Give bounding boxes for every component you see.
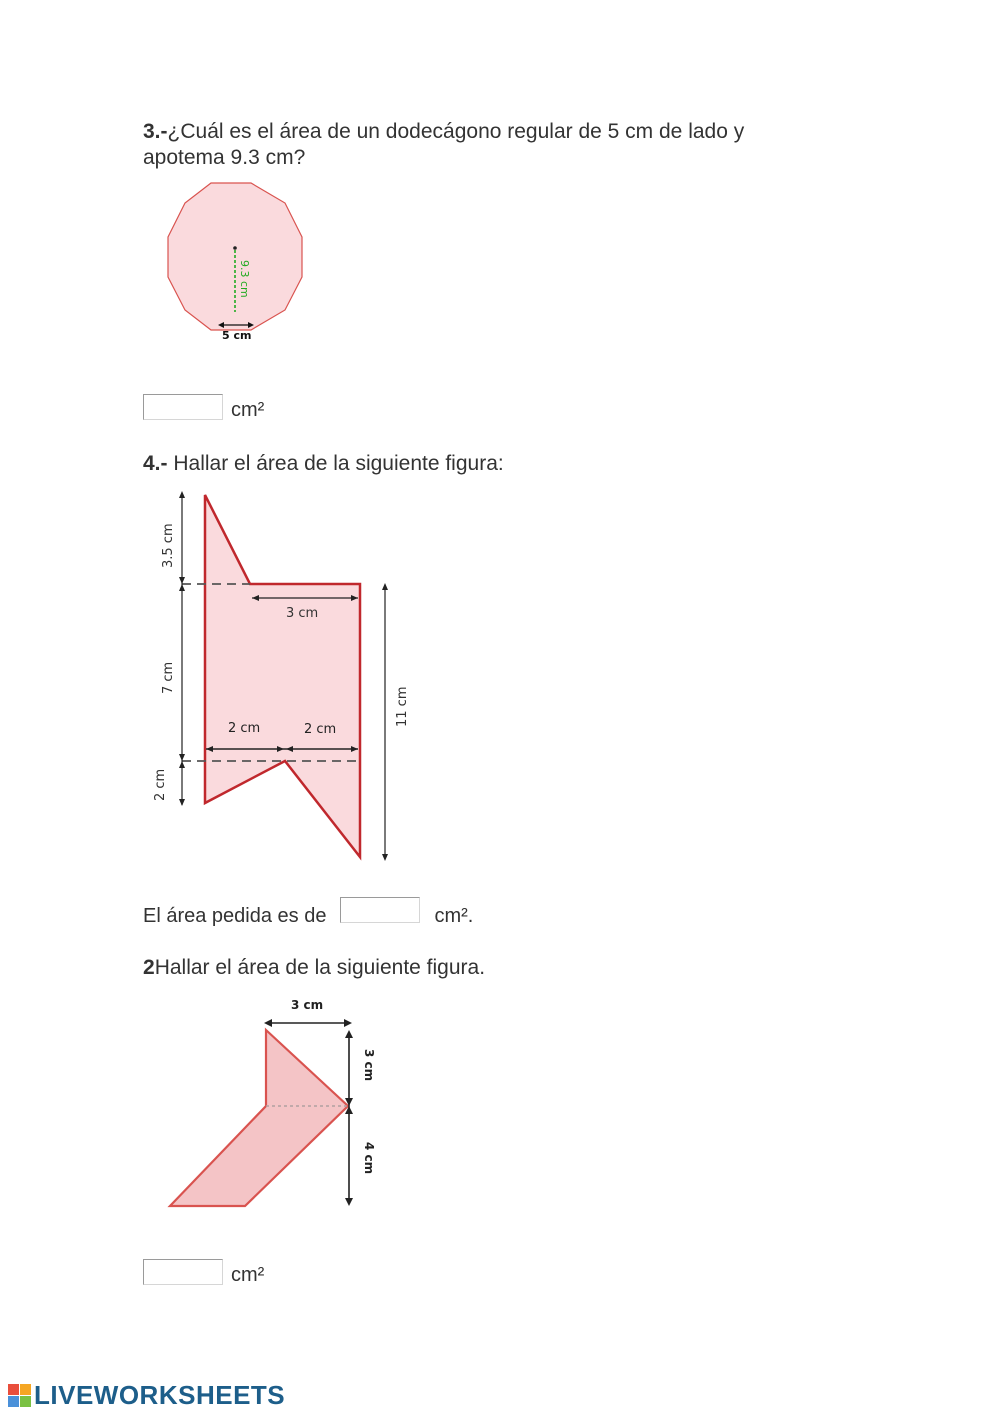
question-4-answer-input[interactable]	[340, 897, 420, 923]
arrow-icon	[179, 754, 185, 761]
apothem-label: 9.3 cm	[238, 260, 251, 298]
composite-figure-1	[140, 485, 430, 870]
arrow-icon	[179, 577, 185, 584]
liveworksheets-logo	[8, 1380, 285, 1410]
question-5-number: 2	[143, 956, 155, 979]
arrow-icon	[345, 1030, 353, 1038]
question-3-line1: ¿Cuál es el área de un dodecágono regular de 5 cm de lado y	[167, 120, 745, 143]
question-3-text	[143, 119, 744, 171]
dim-label-lower: 4 cm	[362, 1142, 376, 1175]
question-4-answer-prefix: El área pedida es de	[143, 905, 327, 927]
arrow-icon	[344, 1019, 352, 1027]
composite-shape-2	[170, 1030, 348, 1206]
dodecagon-figure	[160, 175, 310, 350]
question-3-line2: apotema 9.3 cm?	[143, 146, 306, 169]
dim-label-bottom: 2 cm	[153, 768, 168, 801]
logo-blocks-icon	[8, 1384, 31, 1407]
arrow-icon	[179, 799, 185, 806]
question-4-text	[143, 451, 504, 477]
dodecagon-center	[233, 246, 237, 250]
composite-shape-1	[205, 495, 360, 857]
dim-label-width: 3 cm	[286, 606, 319, 621]
arrow-icon	[179, 761, 185, 768]
arrow-icon	[382, 583, 388, 590]
dim-label-mid: 7 cm	[161, 661, 176, 694]
question-5-prompt: Hallar el área de la siguiente figura.	[154, 956, 486, 979]
question-4-prompt: Hallar el área de la siguiente figura:	[167, 452, 504, 475]
question-3-number: 3.-	[143, 120, 168, 143]
question-5-unit: cm²	[231, 1264, 265, 1286]
logo-text: LIVEWORKSHEETS	[34, 1379, 286, 1410]
question-5-answer-row	[143, 1259, 264, 1285]
question-3-unit: cm²	[231, 399, 265, 421]
side-label: 5 cm	[222, 329, 252, 342]
dim-label-left-half: 2 cm	[228, 721, 261, 736]
dim-label-right-half: 2 cm	[304, 722, 337, 737]
dim-label-top: 3.5 cm	[161, 523, 176, 568]
question-3-answer-row	[143, 394, 264, 420]
arrow-icon	[179, 584, 185, 591]
question-5-answer-input[interactable]	[143, 1259, 223, 1285]
question-5-text	[143, 955, 485, 981]
question-3-answer-input[interactable]	[143, 394, 223, 420]
dim-label-height: 11 cm	[395, 686, 410, 727]
arrow-icon	[382, 854, 388, 861]
arrow-icon	[345, 1198, 353, 1206]
question-4-unit: cm².	[434, 905, 474, 927]
question-4-answer-row	[143, 897, 473, 927]
composite-figure-2	[160, 990, 400, 1220]
dim-label-width-2: 3 cm	[291, 998, 324, 1012]
arrow-icon	[264, 1019, 272, 1027]
question-4-number: 4.-	[143, 452, 168, 475]
arrow-icon	[179, 491, 185, 498]
dim-label-upper: 3 cm	[362, 1049, 376, 1082]
